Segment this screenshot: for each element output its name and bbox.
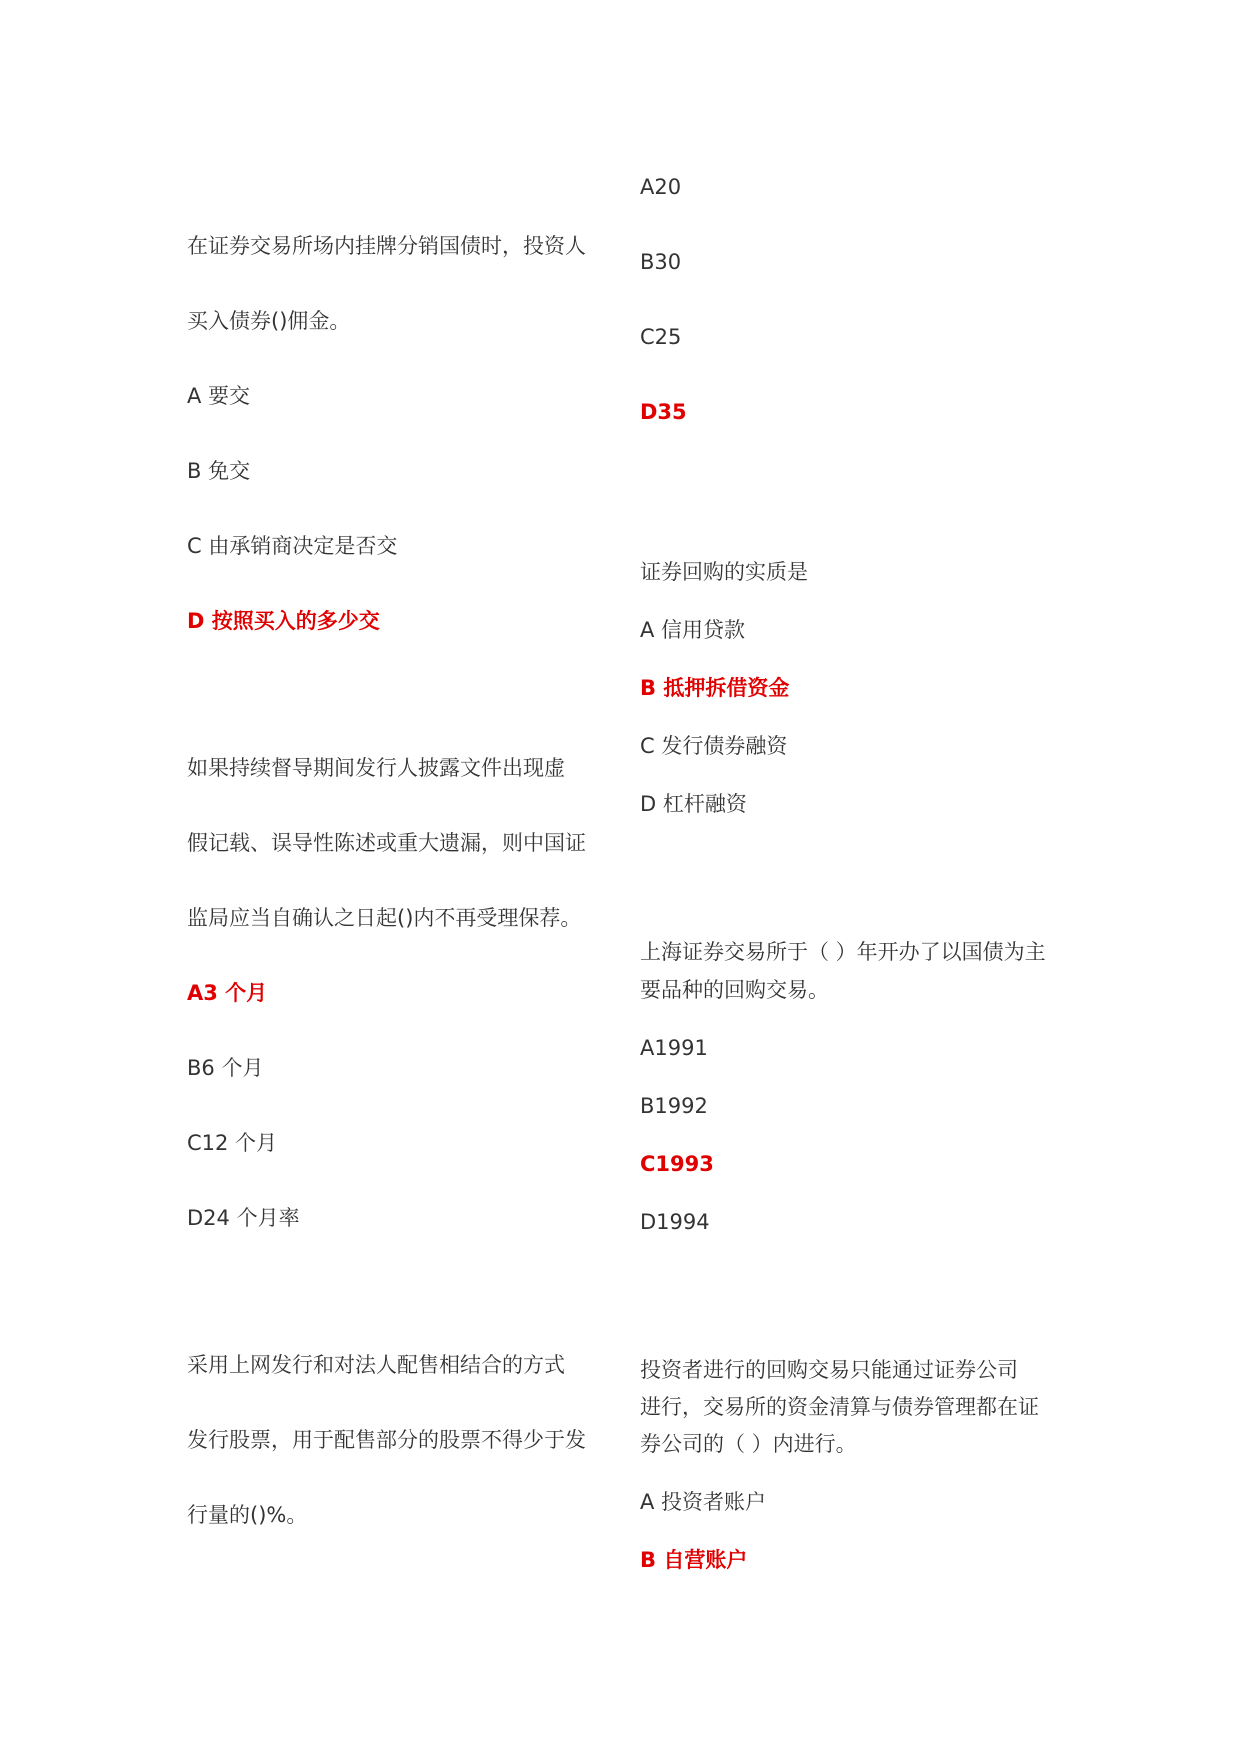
correct-answer-option: A3 个月	[187, 981, 268, 1005]
correct-answer-option: C1993	[640, 1152, 714, 1176]
correct-answer-option: B 自营账户	[640, 1548, 748, 1572]
answer-option: B 免交	[187, 459, 251, 483]
question-stem: 进行，交易所的资金清算与债券管理都在证	[640, 1395, 1039, 1419]
question-stem: 证券回购的实质是	[640, 560, 808, 584]
question-stem: 监局应当自确认之日起()内不再受理保荐。	[187, 906, 582, 930]
answer-option: A1991	[640, 1036, 708, 1060]
question-stem: 采用上网发行和对法人配售相结合的方式	[187, 1353, 565, 1377]
question-stem: 行量的()%。	[187, 1503, 308, 1527]
answer-option: C25	[640, 325, 682, 349]
answer-option: B30	[640, 250, 682, 274]
answer-option: A20	[640, 175, 682, 199]
question-stem: 如果持续督导期间发行人披露文件出现虚	[187, 756, 565, 780]
question-stem: 在证券交易所场内挂牌分销国债时，投资人	[187, 234, 586, 258]
answer-option: A 信用贷款	[640, 618, 746, 642]
correct-answer-option: B 抵押拆借资金	[640, 676, 790, 700]
answer-option: B6 个月	[187, 1056, 264, 1080]
answer-option: A 要交	[187, 384, 251, 408]
answer-option: D24 个月率	[187, 1206, 300, 1230]
question-stem: 买入债券()佣金。	[187, 309, 351, 333]
question-stem: 假记载、误导性陈述或重大遗漏，则中国证	[187, 831, 586, 855]
answer-option: D 杠杆融资	[640, 792, 747, 816]
answer-option: D1994	[640, 1210, 710, 1234]
correct-answer-option: D35	[640, 400, 687, 424]
question-stem: 要品种的回购交易。	[640, 978, 829, 1002]
answer-option: C 发行债券融资	[640, 734, 788, 758]
answer-option: C12 个月	[187, 1131, 278, 1155]
answer-option: B1992	[640, 1094, 708, 1118]
correct-answer-option: D 按照买入的多少交	[187, 609, 380, 633]
answer-option: A 投资者账户	[640, 1490, 767, 1514]
question-stem: 发行股票，用于配售部分的股票不得少于发	[187, 1428, 586, 1452]
answer-option: C 由承销商决定是否交	[187, 534, 398, 558]
question-stem: 上海证券交易所于（ ）年开办了以国债为主	[640, 940, 1046, 964]
question-stem: 券公司的（ ）内进行。	[640, 1432, 857, 1456]
question-stem: 投资者进行的回购交易只能通过证券公司	[640, 1358, 1018, 1382]
